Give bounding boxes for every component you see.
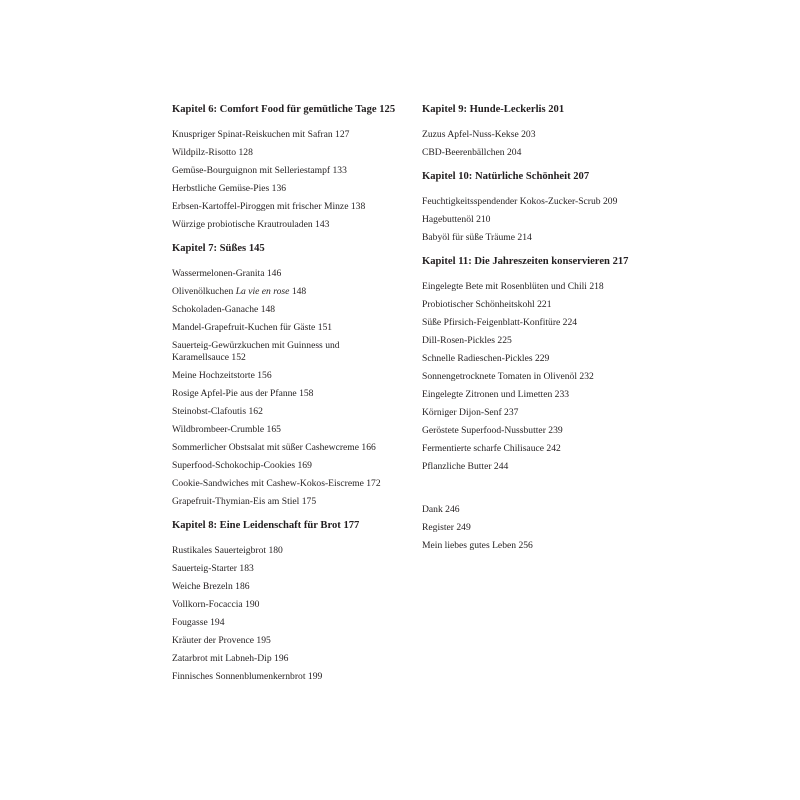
chapter-heading: Kapitel 9: Hunde-Leckerlis 201 (422, 104, 565, 115)
toc-entry: Weiche Brezeln 186 (172, 581, 250, 592)
toc-entry: Wildbrombeer-Crumble 165 (172, 424, 281, 435)
chapter-entry-list (172, 129, 408, 231)
toc-entry: Wildpilz-Risotto 128 (172, 147, 253, 158)
toc-entry: Babyöl für süße Träume 214 (422, 232, 532, 243)
toc-entry: Eingelegte Bete mit Rosenblüten und Chili 218 (422, 281, 604, 292)
toc-entry: Schnelle Radieschen-Pickles 229 (422, 353, 550, 364)
toc-entry: Süße Pfirsich-Feigenblatt-Konfitüre 224 (422, 317, 578, 328)
entry-italic-title: La vie en rose (235, 286, 290, 297)
toc-entry: Körniger Dijon-Senf 237 (422, 407, 519, 418)
toc-entry: Rustikales Sauerteigbrot 180 (172, 545, 283, 556)
chapter-entry-list (422, 196, 652, 244)
toc-entry: Schokoladen-Ganache 148 (172, 304, 276, 315)
toc-entry: Dank 246 (422, 504, 460, 515)
chapter-entry-list (172, 268, 408, 508)
entry-text: Olivenölkuchen (172, 286, 236, 297)
entry-page-number: 148 (289, 286, 307, 297)
toc-entry: Vollkorn-Focaccia 190 (172, 599, 260, 610)
toc-left-column (172, 103, 408, 694)
chapter-heading: Kapitel 6: Comfort Food für gemütliche Tage 125 (172, 104, 396, 115)
toc-entry (172, 286, 408, 298)
toc-entry: Fougasse 194 (172, 617, 225, 628)
section-spacer (422, 484, 652, 504)
toc-entry: Kräuter der Provence 195 (172, 635, 271, 646)
toc-entry: Cookie-Sandwiches mit Cashew-Kokos-Eiscreme 172 (172, 478, 381, 489)
toc-entry: Geröstete Superfood-Nussbutter 239 (422, 425, 563, 436)
toc-entry: Wassermelonen-Granita 146 (172, 268, 282, 279)
toc-entry: Grapefruit-Thymian-Eis am Stiel 175 (172, 496, 317, 507)
toc-entry: Superfood-Schokochip-Cookies 169 (172, 460, 312, 471)
toc-entry: Erbsen-Kartoffel-Piroggen mit frischer Minze 138 (172, 201, 366, 212)
back-matter-list (422, 504, 652, 552)
toc-entry: Rosige Apfel-Pie aus der Pfanne 158 (172, 388, 314, 399)
chapter-heading: Kapitel 10: Natürliche Schönheit 207 (422, 171, 590, 182)
toc-entry: Pflanzliche Butter 244 (422, 461, 509, 472)
toc-entry: Würzige probiotische Krautrouladen 143 (172, 219, 330, 230)
toc-entry: Herbstliche Gemüse-Pies 136 (172, 183, 287, 194)
toc-entry: Fermentierte scharfe Chilisauce 242 (422, 443, 561, 454)
toc-entry: Sauerteig-Gewürzkuchen mit Guinness und Karamellsauce 152 (172, 340, 340, 363)
toc-right-column (422, 103, 652, 563)
toc-entry: Probiotischer Schönheitskohl 221 (422, 299, 552, 310)
toc-entry: Steinobst-Clafoutis 162 (172, 406, 263, 417)
chapter-entry-list (172, 545, 408, 683)
toc-entry: Gemüse-Bourguignon mit Selleriestampf 133 (172, 165, 347, 176)
toc-entry: Zuzus Apfel-Nuss-Kekse 203 (422, 129, 536, 140)
toc-entry: Knuspriger Spinat-Reiskuchen mit Safran 127 (172, 129, 350, 140)
toc-entry: Meine Hochzeitstorte 156 (172, 370, 272, 381)
toc-entry: Hagebuttenöl 210 (422, 214, 491, 225)
toc-entry: Sonnengetrocknete Tomaten in Olivenöl 232 (422, 371, 594, 382)
chapter-entry-list (422, 129, 652, 159)
toc-entry: Mein liebes gutes Leben 256 (422, 540, 533, 551)
toc-entry: Finnisches Sonnenblumenkernbrot 199 (172, 671, 323, 682)
chapter-heading: Kapitel 11: Die Jahreszeiten konservieren 217 (422, 256, 629, 267)
toc-entry: Sauerteig-Starter 183 (172, 563, 254, 574)
chapter-heading: Kapitel 7: Süßes 145 (172, 243, 265, 254)
toc-entry: Feuchtigkeitsspendender Kokos-Zucker-Scrub 209 (422, 196, 618, 207)
chapter-entry-list (422, 281, 652, 473)
toc-entry: Dill-Rosen-Pickles 225 (422, 335, 512, 346)
toc-entry: Zatarbrot mit Labneh-Dip 196 (172, 653, 289, 664)
toc-entry: Mandel-Grapefruit-Kuchen für Gäste 151 (172, 322, 333, 333)
toc-entry: CBD-Beerenbällchen 204 (422, 147, 522, 158)
toc-entry: Eingelegte Zitronen und Limetten 233 (422, 389, 570, 400)
chapter-heading: Kapitel 8: Eine Leidenschaft für Brot 177 (172, 520, 360, 531)
toc-entry: Register 249 (422, 522, 471, 533)
toc-entry: Sommerlicher Obstsalat mit süßer Cashewcreme 166 (172, 442, 376, 453)
